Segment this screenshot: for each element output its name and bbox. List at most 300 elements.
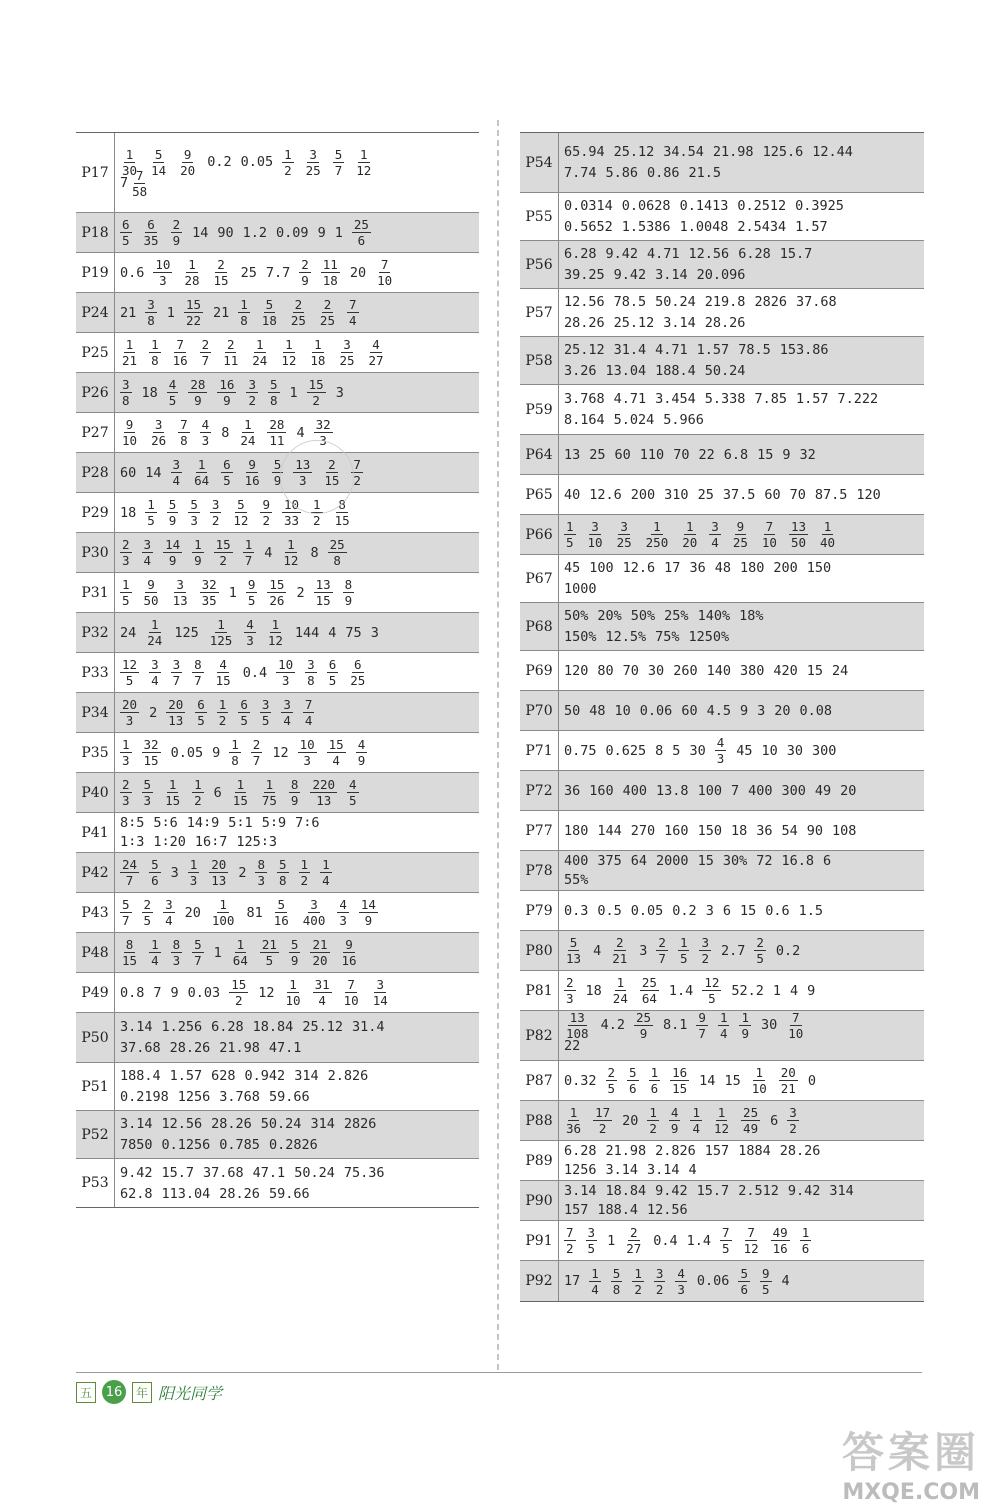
answer-value: 21.98	[219, 1040, 260, 1056]
answer-value: 1	[166, 304, 175, 321]
fraction	[214, 658, 233, 687]
mixed-whole: 7	[120, 175, 129, 191]
answer-row-p29	[76, 493, 479, 533]
fraction	[255, 858, 267, 887]
denominator: 25	[339, 353, 355, 368]
answer-value: 2000	[656, 852, 689, 869]
answer-row-p69	[520, 651, 924, 691]
numerator: 1	[717, 1105, 726, 1120]
answer-value: 7.222	[837, 391, 879, 407]
answer-cells	[564, 971, 920, 1010]
answer-table-left	[76, 132, 479, 1208]
denominator: 3	[159, 273, 167, 288]
fraction	[675, 1267, 687, 1296]
answer-value: 9	[782, 446, 791, 463]
answer-value: 150%	[564, 629, 597, 645]
answer-value: 5	[672, 742, 681, 759]
answer-value: 20.096	[696, 267, 746, 283]
numerator: 12	[704, 975, 720, 990]
denominator: 12	[281, 353, 297, 368]
denominator: 28	[184, 273, 200, 288]
fraction	[142, 738, 161, 767]
brand-logo: 阳光同学	[158, 1383, 223, 1403]
fraction	[231, 778, 250, 807]
denominator: 18	[261, 313, 277, 328]
denominator: 5	[679, 951, 688, 966]
denominator: 3	[566, 991, 574, 1006]
answer-row-p40	[76, 773, 479, 813]
denominator: 5	[607, 1081, 616, 1096]
numerator: 14	[165, 537, 181, 552]
numerator: 8	[344, 577, 353, 592]
answer-cells	[120, 293, 475, 332]
answer-value: 5∶1	[228, 814, 253, 831]
numerator: 2	[323, 297, 332, 312]
answer-line	[120, 977, 475, 1008]
denominator: 3	[257, 873, 265, 888]
numerator: 4	[670, 1105, 679, 1120]
numerator: 9	[736, 519, 745, 534]
numerator: 11	[322, 257, 338, 272]
answer-cells	[564, 731, 920, 770]
denominator: 4	[348, 313, 357, 328]
denominator: 8	[269, 393, 278, 408]
denominator: 3	[246, 633, 254, 648]
numerator: 16	[672, 1065, 688, 1080]
answer-line	[564, 163, 920, 184]
footer-year-label: 年	[132, 1382, 152, 1403]
answer-value: 0.0314	[564, 198, 613, 214]
denominator: 9	[290, 953, 299, 968]
numerator: 6	[122, 217, 130, 232]
answer-value: 60	[681, 702, 698, 719]
answer-value: 6	[770, 1112, 779, 1129]
answer-value: 18%	[739, 608, 764, 624]
numerator: 1	[256, 337, 264, 352]
answer-cells	[564, 133, 920, 192]
answer-value: 25%	[664, 608, 689, 624]
denominator: 2	[218, 713, 227, 728]
numerator: 8	[172, 937, 181, 952]
denominator: 4	[318, 993, 326, 1008]
fraction	[145, 618, 164, 647]
answer-row-p50	[76, 1013, 479, 1063]
answer-line	[120, 1183, 475, 1204]
answer-value: 65.94	[564, 144, 605, 160]
numerator: 5	[269, 377, 278, 392]
numerator: 1	[679, 935, 688, 950]
denominator: 15	[334, 513, 350, 528]
answer-value: 62.8	[120, 1185, 153, 1202]
numerator: 7	[566, 1225, 574, 1240]
denominator: 6	[740, 1281, 748, 1297]
answer-value: 314	[294, 1068, 319, 1084]
numerator: 2	[629, 1225, 638, 1240]
answer-value: 5.024	[613, 412, 655, 428]
answer-value: 1	[772, 982, 782, 999]
numerator: 6	[223, 457, 231, 472]
answer-cells	[564, 1221, 920, 1260]
answer-value: 18	[120, 504, 137, 521]
denominator: 5	[566, 535, 574, 550]
answer-value: 12.56	[564, 294, 605, 310]
numerator: 12	[122, 657, 138, 672]
numerator: 1	[287, 537, 295, 552]
denominator: 6	[357, 233, 366, 248]
answer-value: 18.84	[605, 1182, 647, 1199]
answer-value: 400	[748, 782, 773, 799]
answer-line	[120, 146, 475, 178]
fraction	[299, 258, 311, 287]
mixed-fraction	[130, 169, 149, 198]
answer-value: 64	[630, 852, 648, 869]
numerator: 1	[218, 697, 227, 712]
fraction	[163, 898, 175, 927]
numerator: 1	[236, 777, 245, 792]
fraction	[789, 520, 808, 549]
answer-row-p78	[520, 851, 924, 891]
denominator: 5	[756, 951, 764, 966]
answer-value: 4	[781, 1273, 790, 1289]
numerator: 1	[217, 617, 225, 632]
fraction	[182, 258, 201, 287]
denominator: 5	[761, 1281, 770, 1297]
fraction	[200, 338, 212, 367]
denominator: 8	[231, 753, 239, 768]
denominator: 11	[223, 353, 239, 368]
numerator: 13	[315, 577, 331, 592]
answer-value: 5.86	[605, 165, 639, 181]
denominator: 9	[194, 393, 202, 408]
denominator: 2	[649, 1121, 657, 1136]
numerator: 10	[299, 737, 315, 752]
answer-value: 0.6	[765, 902, 790, 919]
fraction	[229, 738, 241, 767]
numerator: 3	[789, 1105, 797, 1120]
answer-line	[120, 813, 475, 833]
fraction	[171, 658, 183, 687]
answer-row-p43	[76, 893, 479, 933]
denominator: 3	[716, 751, 725, 766]
numerator: 15	[215, 537, 231, 552]
denominator: 2	[211, 513, 220, 528]
answer-value: 7	[153, 984, 162, 1001]
answer-value: 40	[564, 486, 581, 503]
fraction	[310, 938, 329, 967]
fraction	[244, 618, 256, 647]
denominator: 10	[122, 433, 138, 448]
answer-value: 7∶6	[295, 814, 320, 831]
numerator: 9	[248, 457, 256, 472]
fraction	[352, 218, 371, 247]
numerator: 3	[587, 1225, 596, 1240]
answer-line	[564, 579, 920, 600]
answer-value: 70	[622, 662, 639, 679]
answer-value: 1.5386	[621, 219, 671, 235]
answer-line	[564, 627, 920, 648]
page-label: P68	[520, 603, 559, 650]
numerator: 3	[307, 657, 315, 672]
denominator: 12	[356, 162, 372, 178]
answer-line	[120, 1038, 475, 1059]
denominator: 3	[201, 433, 210, 448]
fraction	[371, 978, 390, 1007]
page-label: P50	[76, 1013, 115, 1062]
fraction	[167, 498, 179, 527]
answer-value: 37.68	[120, 1040, 161, 1056]
numerator: 5	[143, 777, 152, 792]
answer-value: 12	[258, 984, 275, 1001]
numerator: 5	[265, 297, 274, 312]
fraction	[120, 378, 132, 407]
denominator: 4	[692, 1121, 700, 1136]
denominator: 250	[645, 535, 669, 550]
denominator: 4	[322, 873, 330, 888]
answer-value: 0.2	[207, 154, 232, 170]
denominator: 25	[305, 162, 321, 178]
denominator: 125	[209, 633, 233, 648]
numerator: 7	[180, 417, 188, 432]
numerator: 3	[122, 377, 130, 392]
denominator: 12	[267, 633, 283, 648]
fraction	[303, 698, 315, 727]
fraction	[272, 898, 291, 927]
answer-value: 108	[832, 822, 857, 839]
page-label: P28	[76, 453, 115, 492]
denominator: 2	[248, 393, 256, 408]
numerator: 1	[314, 337, 322, 352]
numerator: 2	[301, 257, 309, 272]
numerator: 3	[283, 697, 291, 712]
denominator: 4	[711, 535, 719, 550]
numerator: 9	[761, 1265, 770, 1281]
answer-row-p54	[520, 133, 924, 193]
answer-value: 153.86	[779, 342, 829, 358]
page-label: P87	[520, 1061, 559, 1100]
answer-value: 31.4	[351, 1019, 385, 1035]
answer-line	[564, 265, 920, 286]
answer-value: 1.57	[696, 342, 730, 358]
answer-cells	[120, 853, 475, 892]
answer-value: 160	[664, 822, 689, 839]
page-label: P58	[520, 337, 559, 384]
denominator: 10	[285, 993, 301, 1008]
numerator: 25	[353, 217, 369, 232]
answer-value: 420	[773, 662, 798, 679]
fraction	[268, 378, 280, 407]
answer-value: 39.25	[564, 267, 605, 283]
answer-value: 37.68	[203, 1164, 244, 1181]
numerator: 5	[273, 457, 282, 472]
answer-line	[564, 659, 920, 683]
answer-value: 36	[756, 822, 773, 839]
denominator: 3	[190, 513, 198, 528]
denominator: 4	[591, 1281, 599, 1297]
answer-cells	[564, 691, 920, 730]
denominator: 108	[566, 1025, 589, 1041]
answer-line	[564, 196, 920, 217]
denominator: 33	[283, 513, 300, 528]
answer-value: 45	[736, 742, 753, 759]
answer-value: 0.2	[775, 942, 801, 959]
numerator: 28	[190, 377, 206, 392]
fraction	[741, 1106, 760, 1135]
numerator: 7	[722, 1225, 730, 1240]
answer-cells	[564, 891, 920, 930]
numerator: 2	[172, 217, 181, 232]
numerator: 4	[339, 897, 347, 912]
fraction	[281, 698, 293, 727]
answer-value: 1.57	[795, 219, 828, 235]
numerator: 5	[237, 497, 245, 512]
numerator: 3	[620, 519, 628, 534]
answer-value: 628	[211, 1068, 236, 1084]
answer-value: 4.71	[647, 246, 680, 262]
numerator: 2	[566, 975, 574, 990]
numerator: 20	[211, 857, 227, 872]
denominator: 21	[612, 951, 628, 966]
numerator: 9	[247, 577, 256, 592]
answer-cells	[120, 1111, 475, 1158]
answer-line	[564, 1201, 920, 1221]
page-label: P29	[76, 493, 115, 532]
answer-line	[120, 857, 475, 888]
answer-value: 380	[739, 662, 765, 679]
denominator: 15	[215, 673, 231, 688]
answer-cells	[120, 773, 475, 812]
denominator: 4	[172, 473, 181, 488]
answer-cells	[564, 337, 920, 384]
fraction	[210, 898, 237, 927]
denominator: 26	[151, 433, 167, 448]
answer-cells	[120, 813, 475, 852]
answer-value: 37.5	[722, 486, 756, 503]
answer-value: 1250%	[688, 629, 730, 645]
answer-value: 24	[832, 662, 849, 679]
answer-value: 2.826	[327, 1068, 369, 1084]
denominator: 24	[252, 353, 268, 368]
answer-row-p17	[76, 133, 479, 213]
fraction	[699, 936, 711, 965]
denominator: 4	[304, 713, 313, 728]
page-label: P57	[520, 289, 559, 336]
denominator: 5	[722, 1241, 730, 1256]
answer-value: 8	[655, 742, 664, 759]
answer-value: 21	[213, 304, 230, 321]
answer-value: 1.0048	[679, 219, 729, 235]
fraction	[171, 458, 183, 487]
answer-value: 0.32	[564, 1072, 597, 1089]
numerator: 4	[246, 617, 254, 632]
fraction	[715, 736, 727, 765]
answer-line	[564, 361, 920, 382]
denominator: 4	[283, 713, 291, 728]
fraction	[192, 778, 204, 807]
answer-value: 125.6	[762, 144, 804, 160]
denominator: 5	[240, 713, 248, 728]
numerator: 20	[780, 1065, 796, 1080]
answer-value: 70	[789, 486, 806, 503]
numerator: 21	[312, 937, 328, 952]
numerator: 1	[322, 857, 330, 872]
fraction	[742, 1226, 761, 1255]
answer-cells	[120, 1063, 475, 1110]
denominator: 5	[143, 913, 152, 928]
numerator: 1	[313, 497, 321, 512]
answer-row-p70	[520, 691, 924, 731]
page-label: P30	[76, 533, 115, 572]
answer-value: 3	[757, 702, 766, 719]
fraction	[188, 378, 207, 407]
answer-cells	[120, 133, 475, 212]
fraction	[221, 458, 233, 487]
numerator: 3	[172, 657, 181, 672]
answer-value: 125∶3	[236, 834, 278, 851]
answer-value: 8∶5	[120, 814, 145, 831]
answer-value: 72	[756, 852, 773, 869]
answer-cells	[120, 893, 475, 932]
denominator: 30	[122, 162, 138, 178]
answer-value: 0.4	[242, 664, 268, 681]
page-label: P59	[520, 385, 559, 434]
page-label: P42	[76, 853, 115, 892]
answer-value: 180	[739, 560, 765, 576]
answer-cells	[564, 603, 920, 650]
numerator: 1	[686, 519, 694, 534]
answer-value: 28.26	[564, 315, 605, 331]
fraction	[307, 378, 326, 407]
fraction	[267, 418, 286, 447]
numerator: 1	[289, 977, 297, 992]
answer-value: 60	[764, 486, 781, 503]
fraction	[153, 258, 172, 287]
numerator: 9	[698, 1009, 706, 1025]
answer-value: 78.5	[613, 294, 647, 310]
answer-value: 14	[192, 224, 209, 241]
answer-value: 375	[597, 852, 622, 869]
fraction	[192, 458, 211, 487]
answer-cells	[564, 289, 920, 336]
numerator: 13	[790, 519, 807, 534]
numerator: 1	[692, 1105, 700, 1120]
denominator: 100	[211, 913, 235, 928]
denominator: 7	[252, 753, 261, 768]
fraction	[760, 520, 779, 549]
answer-line	[120, 577, 475, 608]
answer-line	[120, 217, 475, 248]
page-label: P56	[520, 241, 559, 288]
answer-value: 81	[246, 904, 263, 921]
fraction	[171, 218, 183, 247]
answer-cells	[564, 771, 920, 810]
answer-value: 3.14	[647, 1162, 680, 1179]
fraction	[787, 1106, 799, 1135]
numerator: 6	[147, 217, 155, 232]
answer-value: 9.42	[605, 246, 639, 262]
fraction	[149, 658, 161, 687]
answer-row-p68	[520, 603, 924, 651]
fraction	[649, 1066, 661, 1095]
answer-value: 400	[564, 852, 589, 869]
fraction	[217, 378, 236, 407]
fraction	[678, 936, 690, 965]
fraction	[267, 578, 286, 607]
fraction	[178, 418, 190, 447]
numerator: 3	[154, 417, 163, 432]
answer-line	[120, 257, 475, 288]
fraction	[200, 578, 219, 607]
denominator: 8	[180, 433, 188, 448]
